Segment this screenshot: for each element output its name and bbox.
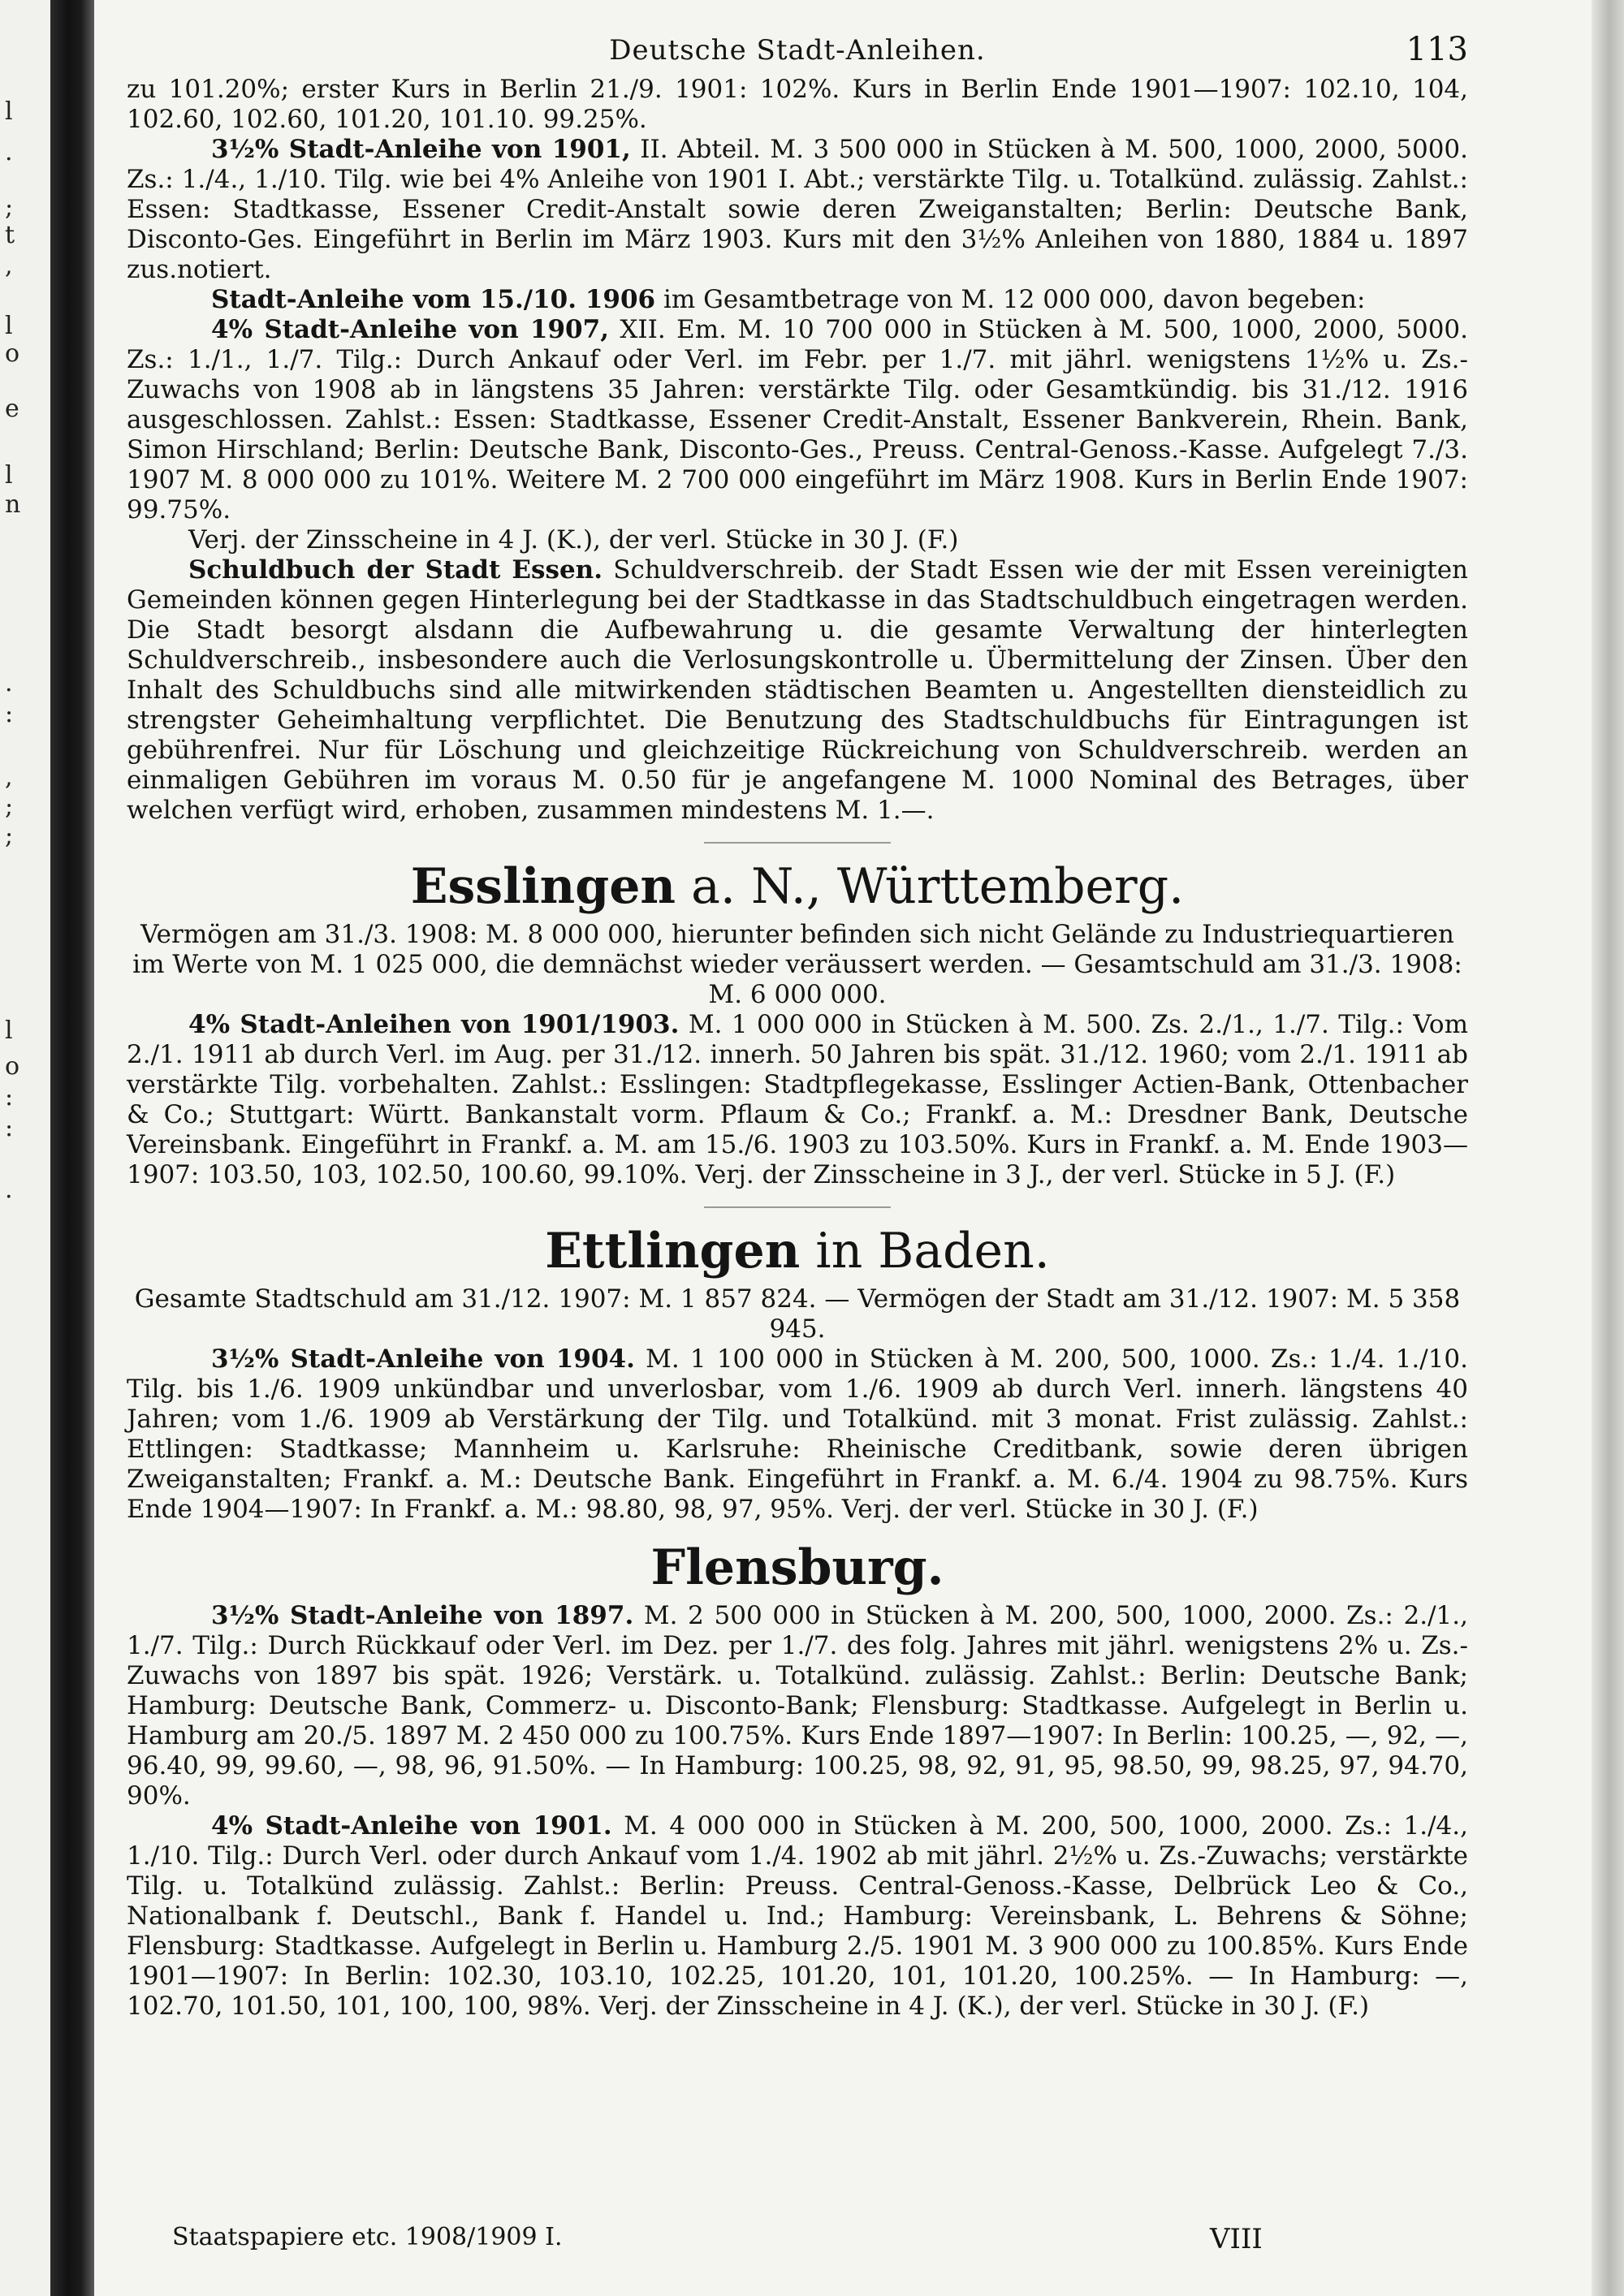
margin-fragment: , — [5, 252, 13, 280]
loan-heading: 4% Stadt-Anleihe von 1907, — [211, 315, 609, 344]
city-name: Flensburg. — [650, 1539, 944, 1596]
city-intro: Gesamte Stadtschuld am 31./12. 1907: M. 1 857 824. — Vermögen der Stadt am 31./12. 1907: M. 5 358 945. — [134, 1284, 1461, 1344]
footer-sheet-mark: VIII — [1210, 2223, 1263, 2255]
section-esslingen — [127, 858, 1468, 1190]
margin-fragment: . — [5, 1176, 13, 1204]
city-heading — [127, 1539, 1468, 1596]
margin-fragment: l — [5, 97, 13, 126]
paragraph — [127, 1010, 1468, 1190]
section-ettlingen — [127, 1223, 1468, 1525]
margin-fragment: t — [5, 221, 15, 249]
paragraph — [127, 285, 1468, 315]
city-name: Ettlingen — [545, 1223, 801, 1280]
city-name: Esslingen — [410, 858, 676, 915]
book-binding-shadow — [50, 0, 94, 2296]
paragraph: zu 101.20%; erster Kurs in Berlin 21./9. 1901: 102%. Kurs in Berlin Ende 1901—1907: 102.10, 104, 102.60, 102.60, 101.20, 101.10. 99.25%. — [127, 75, 1468, 134]
loan-heading: Stadt-Anleihe vom 15./10. 1906 — [211, 285, 656, 314]
paragraph — [127, 555, 1468, 826]
paragraph-text: M. 2 500 000 in Stücken à M. 200, 500, 1000, 2000. Zs.: 2./1., 1./7. Tilg.: Durch Rückkauf oder Verl. im Dez. per 1./7. des folg. Jahres mit jährl. wenigstens 2% u. Zs.-Zuwachs von 1897 bis spät. 1926; Verstärk. u. Totalkünd. zulässig. Zahlst.: Berlin: Deutsche Bank; Hamburg: Deutsche Bank, Commerz- u. Disconto-Bank; Flensburg: Stadtkasse. Aufgelegt in Berlin u. Hamburg am 20./5. 1897 M. 2 450 000 zu 100.75%. Kurs Ende 1897—1907: In Berlin: 100.25, —, 92, —, 96.40, 99, 99.60, —, 98, 96, 91.50%. — In Hamburg: 100.25, 98, 92, 91, 95, 98.50, 99, 98.25, 97, 94.70, 90%. — [127, 1601, 1468, 1810]
paragraph-text: M. 4 000 000 in Stücken à M. 200, 500, 1000, 2000. Zs.: 1./4., 1./10. Tilg.: Durch Verl. oder durch Ankauf vom 1./4. 1902 ab mit jährl. 2½% u. Zs.-Zuwachs; verstärkte Tilg. u. Totalkünd zulässig. Zahlst.: Berlin: Preuss. Central-Genoss.-Kasse, Delbrück Leo & Co., Nationalbank f. Deutschl., Bank f. Handel u. Ind.; Hamburg: Vereinsbank, L. Behrens & Söhne; Flensburg: Stadtkasse. Aufgelegt in Berlin u. Hamburg 2./5. 1901 M. 3 900 000 zu 100.85%. Kurs Ende 1901—1907: In Berlin: 102.30, 103.10, 102.25, 101.20, 101, 101.20, 100.25%. — In Hamburg: —, 102.70, 101.50, 101, 100, 100, 98%. Verj. der Zinsscheine in 4 J. (K.), der verl. Stücke in 30 J. (F.) — [127, 1811, 1468, 2021]
city-heading — [127, 1223, 1468, 1280]
paragraph-text: M. 1 000 000 in Stücken à M. 500. Zs. 2./1., 1./7. Tilg.: Vom 2./1. 1911 ab durch Verl. im Aug. per 31./12. innerh. 50 Jahren bis spät. 31./12. 1960; vom 2./1. 1911 ab verstärkte Tilg. vorbehalten. Zahlst.: Esslingen: Stadtpflegekasse, Esslinger Actien-Bank, Ottenbacher & Co.; Stuttgart: Württ. Bankanstalt vorm. Pflaum & Co.; Frankf. a. M.: Dresdner Bank, Deutsche Vereinsbank. Eingeführt in Frankf. a. M. am 15./6. 1903 zu 103.50%. Kurs in Frankf. a. M. Ende 1903—1907: 103.50, 103, 102.50, 100.60, 99.10%. Verj. der Zinsscheine in 3 J., der verl. Stücke in 5 J. (F.) — [127, 1010, 1468, 1189]
running-head-title: Deutsche Stadt-Anleihen. — [609, 34, 986, 67]
loan-heading: Schuldbuch der Stadt Essen. — [188, 555, 603, 585]
city-heading — [127, 858, 1468, 915]
page-number: 113 — [1406, 31, 1468, 68]
city-region: a. N., Württemberg. — [676, 858, 1185, 915]
section-flensburg — [127, 1539, 1468, 2022]
city-region: in Baden. — [800, 1223, 1050, 1280]
city-intro: Vermögen am 31./3. 1908: M. 8 000 000, hierunter befinden sich nicht Gelände zu Industriequartieren im Werte von M. 1 025 000, die demnächst wieder veräussert werden. — Gesamtschuld am 31./3. 1908: M. 6 000 000. — [132, 920, 1462, 1009]
book-page — [94, 0, 1592, 2296]
margin-fragment: : — [5, 1114, 14, 1142]
margin-fragment: ; — [5, 822, 14, 850]
paragraph — [127, 1601, 1468, 1811]
footer-signature: Staatspapiere etc. 1908/1909 I. — [172, 2223, 563, 2251]
margin-fragment: ; — [5, 193, 14, 222]
margin-fragment: o — [5, 1052, 20, 1081]
margin-fragment: : — [5, 700, 14, 728]
section-separator — [704, 842, 891, 844]
paragraph-text: XII. Em. M. 10 700 000 in Stücken à M. 500, 1000, 2000, 5000. Zs.: 1./1., 1./7. Tilg.: Durch Ankauf oder Verl. im Febr. per 1./7. mit jährl. wenigstens 1½% u. Zs.-Zuwachs von 1908 ab in längstens 35 Jahren: verstärkte Tilg. oder Gesamtkündig. bis 31./12. 1916 ausgeschlossen. Zahlst.: Essen: Stadtkasse, Essener Credit-Anstalt, Essener Bankverein, Rhein. Bank, Simon Hirschland; Berlin: Deutsche Bank, Disconto-Ges., Preuss. Central-Genoss.-Kasse. Aufgelegt 7./3. 1907 M. 8 000 000 zu 101%. Weitere M. 2 700 000 eingeführt im März 1908. Kurs in Berlin Ende 1907: 99.75%. — [127, 315, 1468, 524]
right-page-edge — [1592, 0, 1624, 2296]
paragraph — [127, 135, 1468, 285]
paragraph — [127, 1811, 1468, 2022]
paragraph — [127, 1344, 1468, 1525]
paragraph-text: im Gesamtbetrage von M. 12 000 000, davon begeben: — [655, 285, 1366, 314]
margin-fragment: , — [5, 763, 13, 792]
margin-fragment: . — [5, 138, 13, 166]
margin-fragment: l — [5, 1016, 13, 1045]
page-footer — [127, 2223, 1468, 2264]
running-head — [127, 28, 1468, 75]
margin-fragment: e — [5, 395, 19, 423]
margin-fragment: : — [5, 1083, 14, 1111]
section-separator — [704, 1206, 891, 1208]
loan-heading: 3½% Stadt-Anleihe von 1904. — [211, 1344, 635, 1374]
paragraph — [127, 315, 1468, 525]
section-essen — [127, 75, 1468, 826]
loan-heading: 3½% Stadt-Anleihe von 1901, — [211, 135, 631, 164]
margin-fragment: l — [5, 312, 13, 340]
loan-heading: 4% Stadt-Anleihe von 1901. — [211, 1811, 612, 1841]
left-margin-strip — [0, 0, 50, 2296]
margin-fragment: l — [5, 461, 13, 490]
paragraph-text: Schuldverschreib. der Stadt Essen wie der mit Essen vereinigten Gemeinden können gegen Hinterlegung bei der Stadtkasse in das Stadtschuldbuch eingetragen werden. Die Stadt besorgt alsdann die Aufbewahrung u. die gesamte Verwaltung der hinterlegten Schuldverschreib., insbesondere auch die Verlosungskontrolle u. Übermittelung der Zinsen. Über den Inhalt des Schuldbuchs sind alle mitwirkenden städtischen Beamten u. Angestellten diensteidlich zu strengster Geheimhaltung verpflichtet. Die Benutzung des Stadtschuldbuchs für Eintragungen ist gebührenfrei. Nur für Löschung und gleichzeitige Rückreichung von Schuldverschreib. werden an einmaligen Gebühren im voraus M. 0.50 für je angefangene M. 1000 Nominal des Betrages, über welchen verfügt wird, erhoben, zusammen mindestens M. 1.—. — [127, 555, 1469, 825]
margin-fragment: . — [5, 669, 13, 697]
loan-heading: 4% Stadt-Anleihen von 1901/1903. — [188, 1010, 680, 1039]
paragraph-text: M. 1 100 000 in Stücken à M. 200, 500, 1000. Zs.: 1./4. 1./10. Tilg. bis 1./6. 1909 unkündbar und unverlosbar, vom 1./6. 1909 ab durch Verl. innerh. längstens 40 Jahren; vom 1./6. 1909 ab Verstärkung der Tilg. und Totalkünd. mit 3 monat. Frist zulässig. Zahlst.: Ettlingen: Stadtkasse; Mannheim u. Karlsruhe: Rheinische Creditbank, sowie deren übrigen Zweiganstalten; Frankf. a. M.: Deutsche Bank. Eingeführt in Frankf. a. M. 6./4. 1904 zu 98.75%. Kurs Ende 1904—1907: In Frankf. a. M.: 98.80, 98, 97, 95%. Verj. der verl. Stücke in 30 J. (F.) — [127, 1344, 1468, 1524]
margin-fragment: o — [5, 339, 20, 368]
margin-fragment: n — [5, 490, 21, 519]
loan-heading: 3½% Stadt-Anleihe von 1897. — [211, 1601, 634, 1630]
paragraph: Verj. der Zinsscheine in 4 J. (K.), der verl. Stücke in 30 J. (F.) — [188, 525, 959, 555]
page-content — [127, 28, 1468, 2022]
paragraph-text: II. Abteil. M. 3 500 000 in Stücken à M. 500, 1000, 2000, 5000. Zs.: 1./4., 1./10. Tilg. wie bei 4% Anleihe von 1901 I. Abt.; verstärkte Tilg. u. Totalkünd. zulässig. Zahlst.: Essen: Stadtkasse, Essener Credit-Anstalt sowie deren Zweiganstalten; Berlin: Deutsche Bank, Disconto-Ges. Eingeführt in Berlin im März 1903. Kurs mit den 3½% Anleihen von 1880, 1884 u. 1897 zus.notiert. — [127, 135, 1468, 284]
margin-fragment: ; — [5, 792, 14, 821]
